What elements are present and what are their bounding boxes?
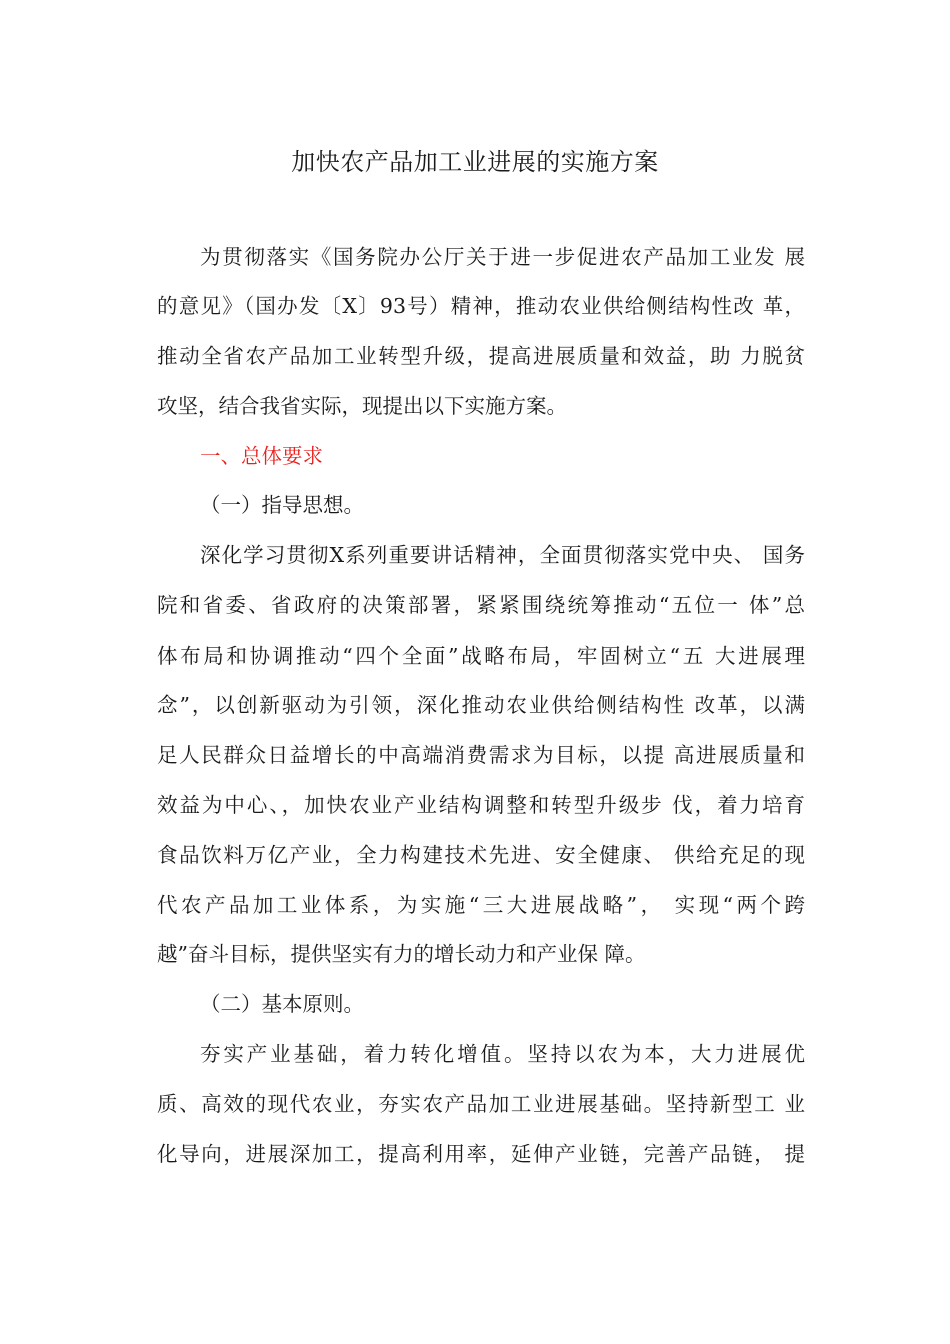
paragraph-line: 院和省委、省政府的决策部署，紧紧围绕统筹推动“五位一 体”总 [157, 593, 805, 617]
subsection-heading: （一）指导思想。 [200, 493, 364, 517]
paragraph-line: 念”，以创新驱动为引领，深化推动农业供给侧结构性 改革，以满 [157, 693, 805, 717]
paragraph-line: 效益为中心、，加快农业产业结构调整和转型升级步 伐，着力培育 [157, 793, 805, 817]
subsection-heading: （二）基本原则。 [200, 992, 364, 1016]
paragraph-line: 足人民群众日益增长的中高端消费需求为目标，以提 高进展质量和 [157, 743, 805, 767]
paragraph-line: 越”奋斗目标，提供坚实有力的增长动力和产业保 障。 [157, 942, 646, 966]
paragraph-line: 代农产品加工业体系，为实施“三大进展战略”， 实现“两个跨 [157, 893, 805, 917]
paragraph-line: 夯实产业基础，着力转化增值。坚持以农为本，大力进展优 [200, 1042, 805, 1066]
paragraph-line: 食品饮料万亿产业，全力构建技术先进、安全健康、 供给充足的现 [157, 843, 805, 867]
paragraph-line: 攻坚，结合我省实际，现提出以下实施方案。 [157, 394, 567, 418]
section-heading: 一、总体要求 [200, 444, 323, 468]
paragraph-line: 体布局和协调推动“四个全面”战略布局，牢固树立“五 大进展理 [157, 644, 805, 668]
paragraph-line: 推动全省农产品加工业转型升级，提高进展质量和效益，助 力脱贫 [157, 344, 805, 368]
paragraph-line: 深化学习贯彻X系列重要讲话精神，全面贯彻落实党中央、 国务 [200, 543, 805, 567]
paragraph-line: 化导向，进展深加工，提高利用率，延伸产业链，完善产品链， 提 [157, 1142, 805, 1166]
paragraph-line: 质、高效的现代农业，夯实农产品加工业进展基础。坚持新型工 业 [157, 1092, 805, 1116]
paragraph-line: 的意见》（国办发〔X〕93号）精神，推动农业供给侧结构性改 革， [157, 294, 805, 318]
document-title: 加快农产品加工业进展的实施方案 [291, 148, 659, 176]
paragraph-line: 为贯彻落实《国务院办公厅关于进一步促进农产品加工业发 展 [200, 245, 805, 269]
